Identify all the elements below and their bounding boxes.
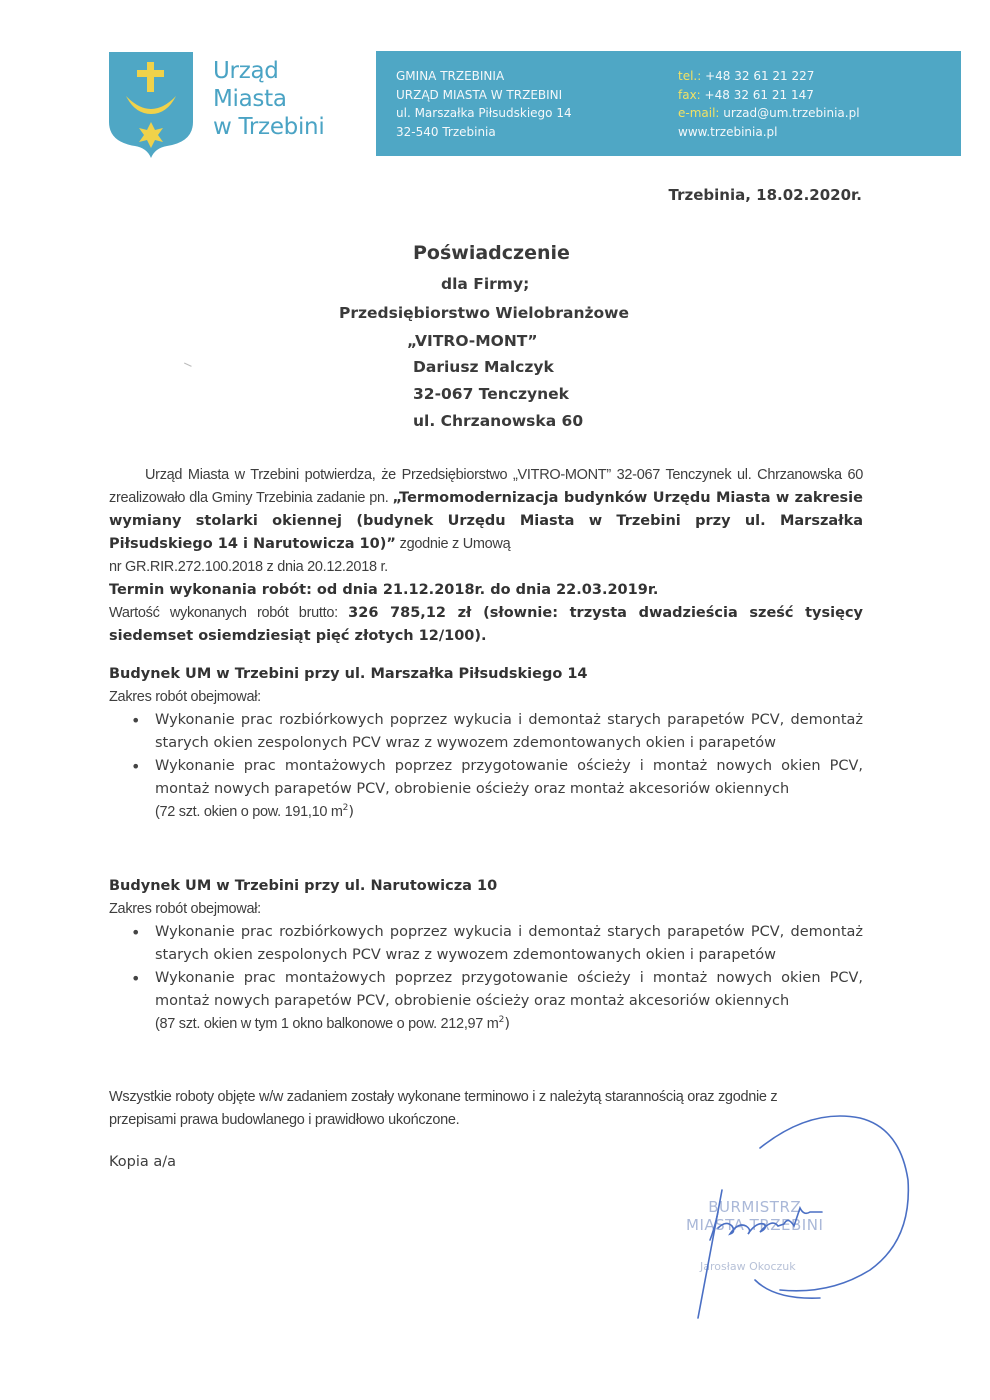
contract-number: nr GR.RIR.272.100.2018 z dnia 20.12.2018 r. (109, 559, 388, 575)
recipient-line: ul. Chrzanowska 60 (413, 412, 584, 430)
unit-superscript: 2 (342, 803, 349, 814)
closing-paragraph: Wszystkie roboty objęte w/w zadaniem zostały wykonane terminowo i z należytą starannością oraz zgodnie z przepisami prawa budowlanego i prawidłowo ukończone. (109, 1089, 778, 1128)
intro-block (109, 464, 863, 648)
contact-label: e-mail: (678, 106, 720, 120)
contact-label: fax: (678, 87, 701, 102)
intro-text: Urząd Miasta w Trzebini potwierdza, że Przedsiębiorstwo „VITRO-MONT” 32-067 Tenczynek ul. Chrzanowska 60 zrealizowało dla Gminy Trzebinia zadanie pn. (109, 467, 863, 506)
unit-superscript: 2 (498, 1015, 505, 1026)
contact-value: +48 32 61 21 147 (700, 87, 814, 102)
address-block (396, 67, 572, 141)
logo-line: Miasta (213, 86, 287, 112)
bullet-text: Wykonanie prac montażowych poprzez przygotowanie ościeży i montaż nowych okien PCV, montaż nowych parapetów PCV, obrobienie ościeży oraz montaż akcesoriów okiennych (155, 758, 863, 797)
intro-paragraph (109, 464, 863, 556)
list-item (155, 755, 863, 824)
contact-value: +48 32 61 21 227 (701, 69, 815, 83)
logo-text (213, 57, 324, 141)
stamp-line: MIASTA TRZEBINI (686, 1216, 824, 1234)
contact-label: tel.: (678, 69, 702, 83)
task-name: „Termomodernizacja budynków Urzędu Miasta w zakresie wymiany stolarki okiennej (budynek Urzędu Miasta w Trzebini przy ul. Marszałka Piłsudskiego 14 i Narutowicza 10)” (109, 490, 863, 552)
contact-website (678, 123, 860, 142)
logo-line: Urząd (213, 58, 279, 84)
address-line: ul. Marszałka Piłsudskiego 14 (396, 106, 572, 120)
recipient-line: dla Firmy; (441, 275, 530, 293)
value-label: Wartość wykonanych robót brutto: (109, 605, 349, 621)
recipient-line: Dariusz Malczyk (413, 358, 554, 376)
place-date: Trzebinia, 18.02.2020r. (668, 186, 862, 204)
handwritten-signature (660, 1100, 940, 1340)
stamp-name: Jarosław Okoczuk (700, 1260, 796, 1273)
scope-label: Zakres robót obejmował: (109, 689, 261, 705)
list-item (155, 921, 863, 967)
value-paragraph (109, 602, 863, 648)
section-heading: Budynek UM w Trzebini przy ul. Marszałka Piłsudskiego 14 (109, 666, 588, 682)
document-title: Poświadczenie (413, 242, 570, 264)
bullet-close: ) (504, 1016, 510, 1032)
contact-block (678, 67, 860, 141)
contact-phone (678, 67, 860, 86)
bullet-text: Wykonanie prac montażowych poprzez przygotowanie ościeży i montaż nowych okien PCV, montaż nowych parapetów PCV, obrobienie ościeży oraz montaż akcesoriów okiennych (155, 970, 863, 1009)
contact-value: www.trzebinia.pl (678, 124, 778, 139)
bullet-text: Wykonanie prac rozbiórkowych poprzez wykucia i demontaż starych parapetów PCV, demontaż starych okien zespolonych PCV wraz z wywozem zdemontowanych okien i parapetów (155, 924, 863, 963)
scope-label: Zakres robót obejmował: (109, 901, 261, 917)
intro-tail: zgodnie z Umową (395, 536, 511, 552)
value-amount: 326 785,12 zł (słownie: trzysta dwadzieścia sześć tysięcy siedemset osiemdziesiąt pięć złotych 12/100). (109, 605, 863, 644)
stamp-line: BURMISTRZ (708, 1198, 802, 1216)
recipient-line: Przedsiębiorstwo Wielobranżowe (339, 304, 630, 322)
address-line: 32-540 Trzebinia (396, 124, 496, 139)
address-line: URZĄD MIASTA W TRZEBINI (396, 87, 563, 102)
section-building-1 (109, 663, 863, 824)
contact-value: urzad@um.trzebinia.pl (719, 106, 860, 120)
bullet-tail: (87 szt. okien w tym 1 okno balkonowe o pow. 212,97 m (155, 1016, 499, 1032)
recipient-line: „VITRO-MONT” (407, 332, 538, 350)
bullet-tail: (72 szt. okien o pow. 191,10 m (155, 804, 343, 820)
letterhead-banner (376, 51, 961, 156)
section-heading: Budynek UM w Trzebini przy ul. Narutowicza 10 (109, 878, 498, 894)
bullet-close: ) (348, 804, 355, 820)
bullet-text: Wykonanie prac rozbiórkowych poprzez wykucia i demontaż starych parapetów PCV, demontaż starych okien zespolonych PCV wraz z wywozem zdemontowanych okien i parapetów (155, 712, 863, 751)
list-item (155, 709, 863, 755)
address-line: GMINA TRZEBINIA (396, 69, 505, 83)
section-building-2 (109, 875, 863, 1036)
contact-fax (678, 86, 860, 105)
contact-email (678, 104, 860, 123)
recipient-line: 32-067 Tenczynek (413, 385, 569, 403)
logo-line: w Trzebini (213, 114, 325, 140)
work-term: Termin wykonania robót: od dnia 21.12.2018r. do dnia 22.03.2019r. (109, 582, 659, 598)
coat-of-arms-icon (107, 50, 195, 160)
copy-note: Kopia a/a (109, 1154, 177, 1170)
list-item (155, 967, 863, 1036)
scan-mark (182, 363, 191, 371)
